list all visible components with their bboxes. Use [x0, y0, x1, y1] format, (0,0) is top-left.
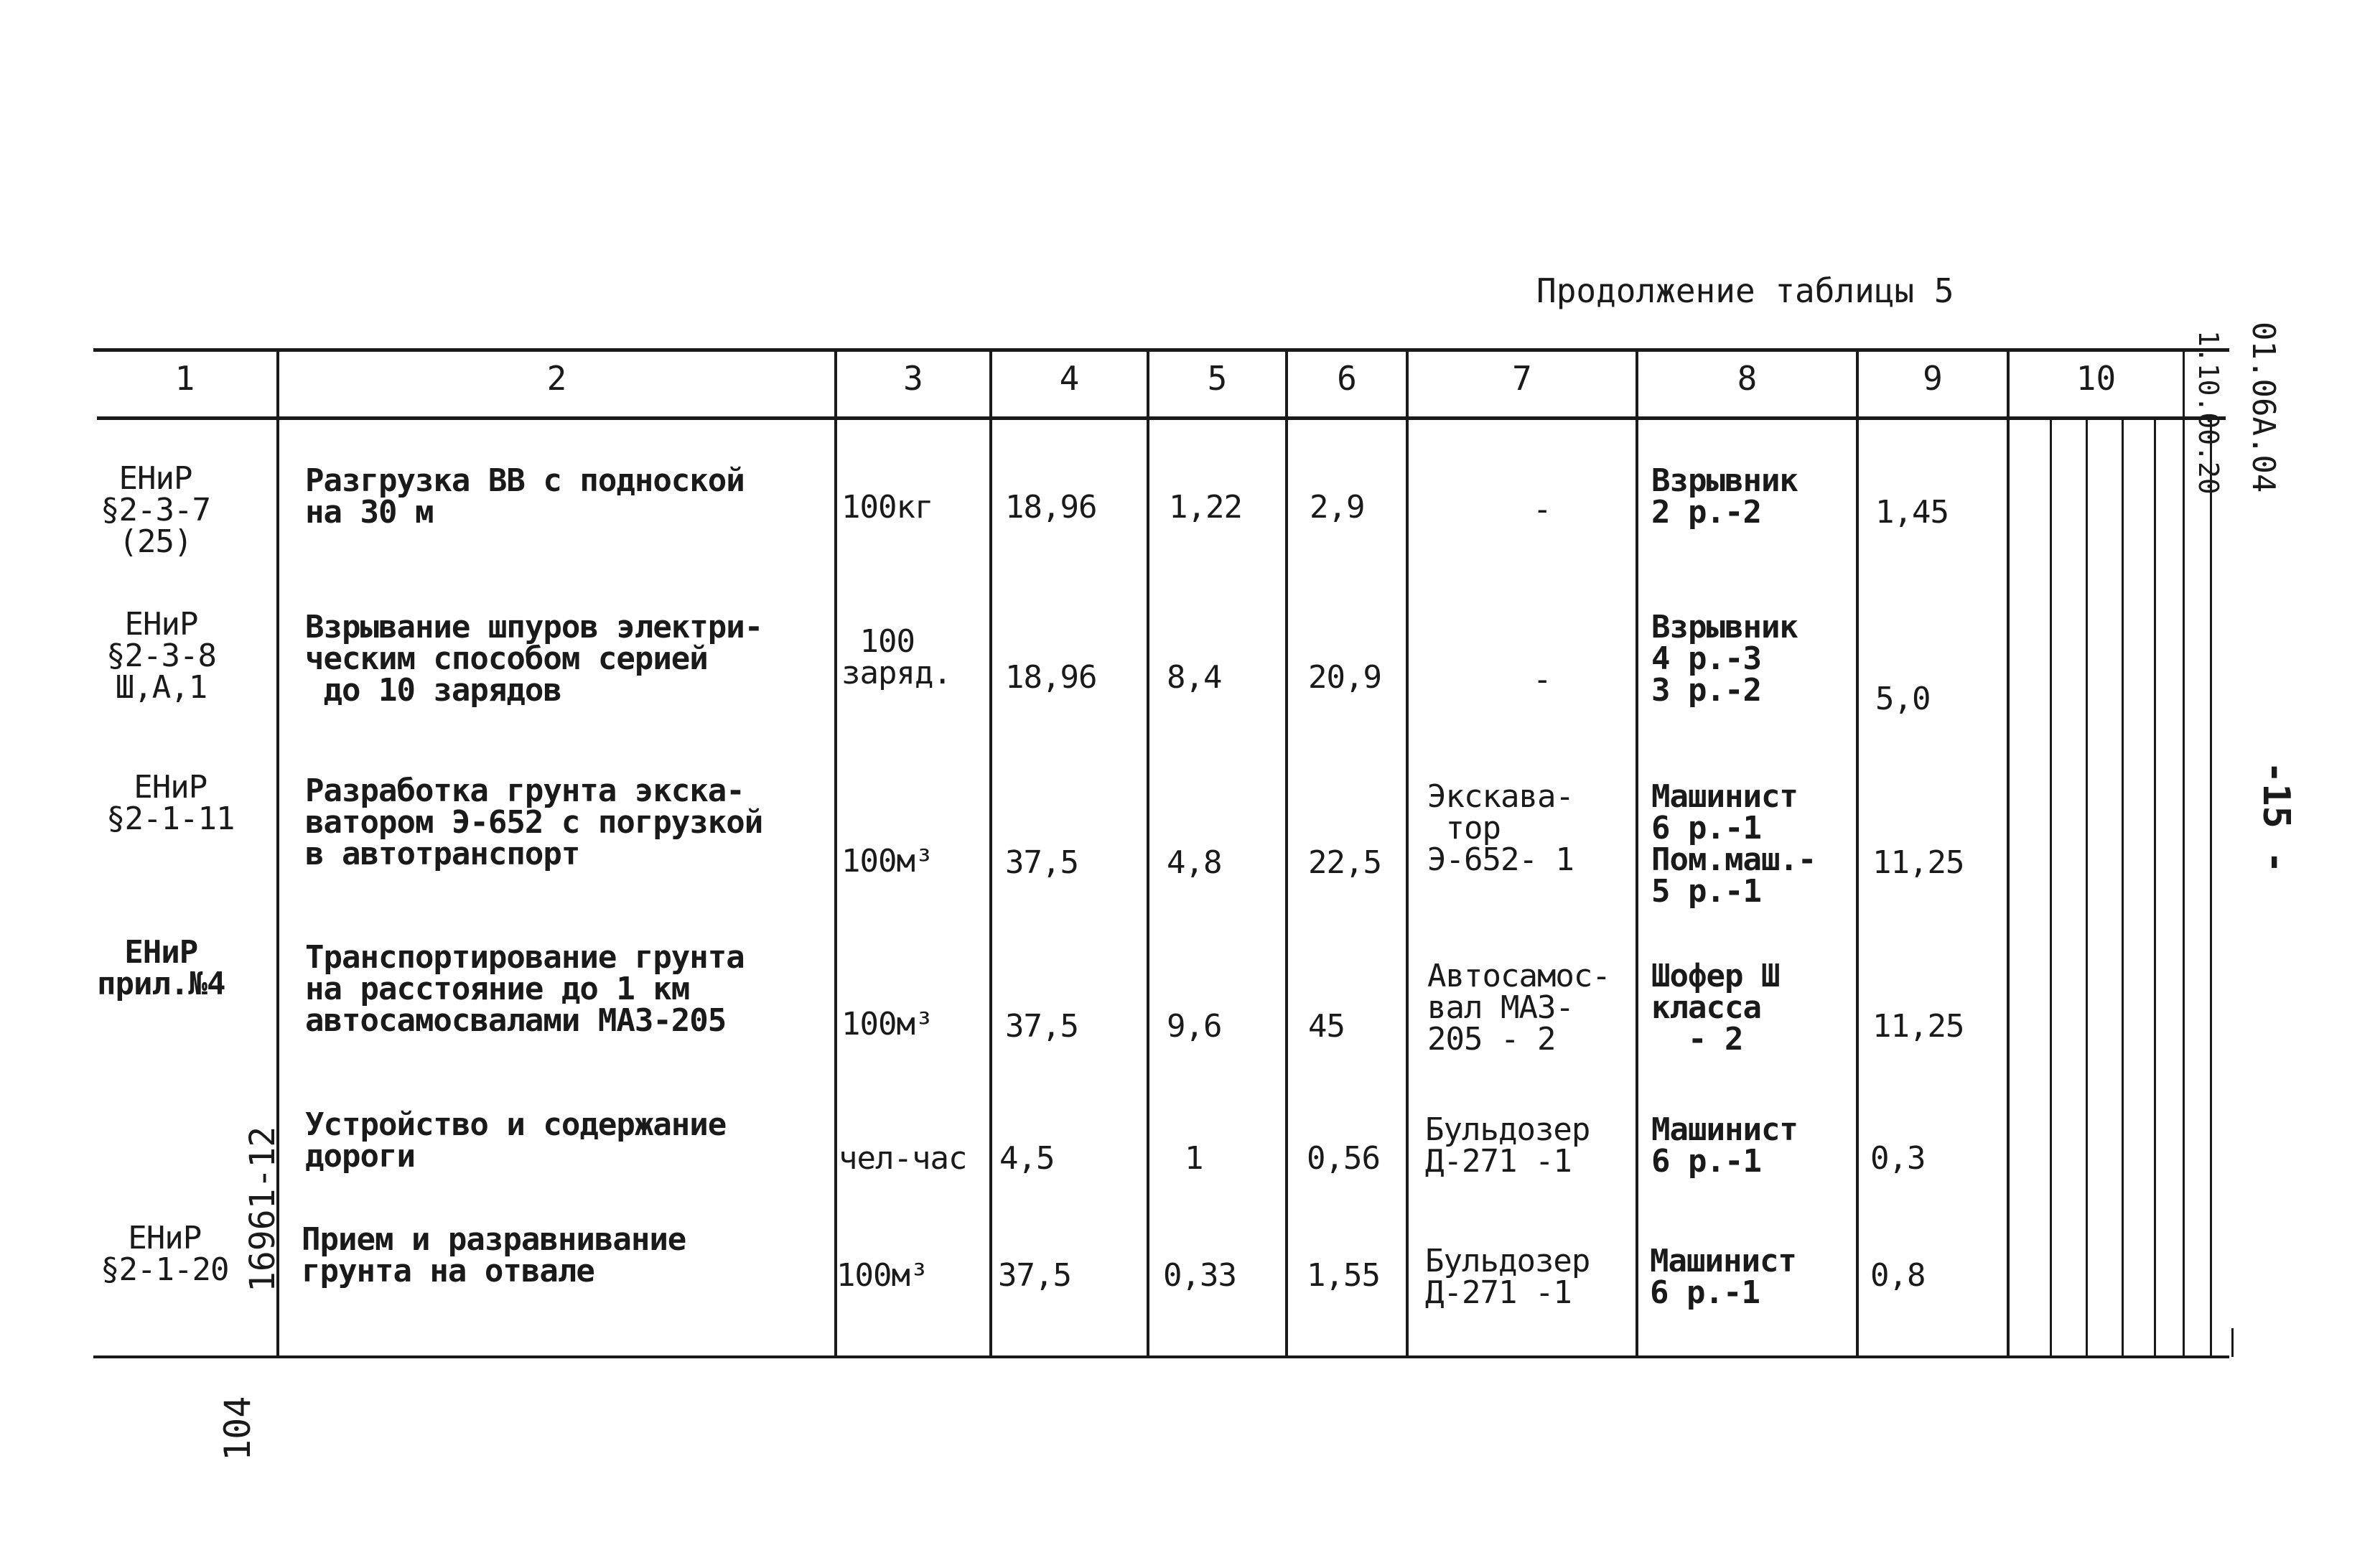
- row-6-machine: Бульдозер Д-271 -1: [1425, 1243, 1590, 1311]
- row-1-operation: Разгрузка ВВ с подноской на 30 м: [305, 462, 745, 531]
- column-header-2: 2: [546, 359, 567, 398]
- row-1-col6: 2,9: [1310, 489, 1365, 526]
- row-1-machine: -: [1533, 491, 1552, 528]
- row-3-col5: 4,8: [1167, 844, 1222, 881]
- column-divider: [1406, 350, 1409, 1357]
- table-top-border: [93, 348, 2229, 352]
- row-4-col5: 9,6: [1167, 1008, 1222, 1045]
- row-3-col9: 11,25: [1872, 844, 1964, 881]
- column-header-5: 5: [1207, 359, 1228, 398]
- row-3-norm-ref: ЕНиР §2-1-11: [106, 769, 235, 837]
- row-4-operation: Транспортирование грунта на расстояние до 1 км автосамосвалами МАЗ-205: [305, 939, 745, 1039]
- document-code-2: 1.10.00.20: [2193, 330, 2224, 495]
- row-6-crew: Машинист 6 р.-1: [1650, 1243, 1796, 1311]
- row-6-unit: 100м³: [836, 1257, 928, 1294]
- row-1-crew: Взрывник 2 р.-2: [1651, 462, 1798, 531]
- row-4-col4: 37,5: [1005, 1008, 1078, 1045]
- row-2-col6: 20,9: [1308, 659, 1381, 696]
- row-4-col6: 45: [1308, 1008, 1345, 1045]
- sheet-number: 104: [217, 1396, 258, 1461]
- column-divider: [1147, 350, 1149, 1357]
- row-2-col5: 8,4: [1167, 659, 1222, 696]
- row-2-norm-ref: ЕНиР §2-3-8 Ш,А,1: [106, 606, 216, 706]
- header-bottom-border: [97, 416, 2226, 420]
- column-10-rule: [2050, 420, 2052, 1357]
- column-divider: [1285, 350, 1288, 1357]
- row-3-crew: Машинист 6 р.-1 Пом.маш.- 5 р.-1: [1651, 778, 1816, 910]
- page-number: -15 -: [2254, 761, 2297, 874]
- stamp-number: 16961-12: [243, 1126, 283, 1292]
- row-2-machine: -: [1533, 661, 1552, 698]
- column-header-6: 6: [1337, 359, 1357, 398]
- row-2-crew: Взрывник 4 р.-3 3 р.-2: [1651, 609, 1798, 709]
- row-5-col6: 0,56: [1307, 1140, 1380, 1177]
- row-3-col4: 37,5: [1005, 844, 1078, 881]
- column-header-10: 10: [2076, 359, 2117, 398]
- row-1-col9: 1,45: [1875, 494, 1949, 531]
- row-4-machine: Автосамос- вал МАЗ- 205 - 2: [1427, 958, 1610, 1058]
- row-2-col4: 18,96: [1005, 659, 1097, 696]
- document-code: 01.06А.04: [2245, 322, 2282, 493]
- column-header-1: 1: [174, 359, 195, 398]
- row-6-col4: 37,5: [998, 1257, 1071, 1294]
- row-3-unit: 100м³: [841, 843, 933, 879]
- row-6-col9: 0,8: [1870, 1257, 1926, 1294]
- column-header-8: 8: [1737, 359, 1758, 398]
- row-5-crew: Машинист 6 р.-1: [1651, 1111, 1798, 1180]
- column-header-4: 4: [1059, 359, 1080, 398]
- column-10-rule: [2086, 420, 2088, 1357]
- column-divider: [2007, 350, 2010, 1357]
- row-1-unit: 100кг: [841, 489, 933, 526]
- column-divider: [1636, 350, 1638, 1357]
- row-5-col5: 1: [1185, 1140, 1203, 1177]
- row-3-col6: 22,5: [1308, 844, 1381, 881]
- column-header-3: 3: [903, 359, 923, 398]
- row-2-operation: Взрывание шпуров электри- ческим способом серией до 10 зарядов: [305, 609, 763, 709]
- row-6-col6: 1,55: [1307, 1257, 1380, 1294]
- column-header-7: 7: [1512, 359, 1532, 398]
- table-caption: Продолжение таблицы 5: [1536, 271, 1954, 310]
- row-1-norm-ref: ЕНиР §2-3-7 (25): [101, 460, 210, 560]
- table-bottom-border: [93, 1355, 2229, 1358]
- row-6-col5: 0,33: [1163, 1257, 1236, 1294]
- row-4-crew: Шофер Ш класса - 2: [1651, 958, 1780, 1058]
- column-10-rule: [2154, 420, 2156, 1357]
- row-2-unit: 100 заряд.: [841, 623, 951, 691]
- row-4-norm-ref: ЕНиР прил.№4: [97, 934, 225, 1002]
- row-6-operation: Прием и разравнивание грунта на отвале: [302, 1221, 686, 1289]
- column-divider: [989, 350, 992, 1357]
- row-5-col9: 0,3: [1870, 1140, 1926, 1177]
- column-divider: [1856, 350, 1859, 1357]
- column-divider: [2183, 350, 2185, 1357]
- row-5-unit: чел-час: [839, 1140, 967, 1177]
- row-1-col5: 1,22: [1169, 489, 1242, 526]
- column-header-9: 9: [1923, 359, 1943, 398]
- row-6-norm-ref: ЕНиР §2-1-20: [101, 1220, 229, 1288]
- row-5-col4: 4,5: [999, 1140, 1055, 1177]
- row-2-col9: 5,0: [1875, 681, 1931, 717]
- column-divider: [834, 350, 837, 1357]
- row-4-unit: 100м³: [841, 1006, 933, 1042]
- row-3-operation: Разработка грунта экска- ватором Э-652 с погрузкой в автотранспорт: [305, 773, 763, 872]
- column-10-rule: [2210, 420, 2212, 1357]
- row-1-col4: 18,96: [1005, 489, 1097, 526]
- row-3-machine: Экскава- тор Э-652- 1: [1427, 778, 1574, 878]
- row-5-machine: Бульдозер Д-271 -1: [1425, 1111, 1590, 1180]
- column-10-rule: [2231, 1328, 2234, 1357]
- column-10-rule: [2122, 420, 2124, 1357]
- row-5-operation: Устройство и содержание дороги: [305, 1106, 727, 1175]
- row-4-col9: 11,25: [1872, 1008, 1964, 1045]
